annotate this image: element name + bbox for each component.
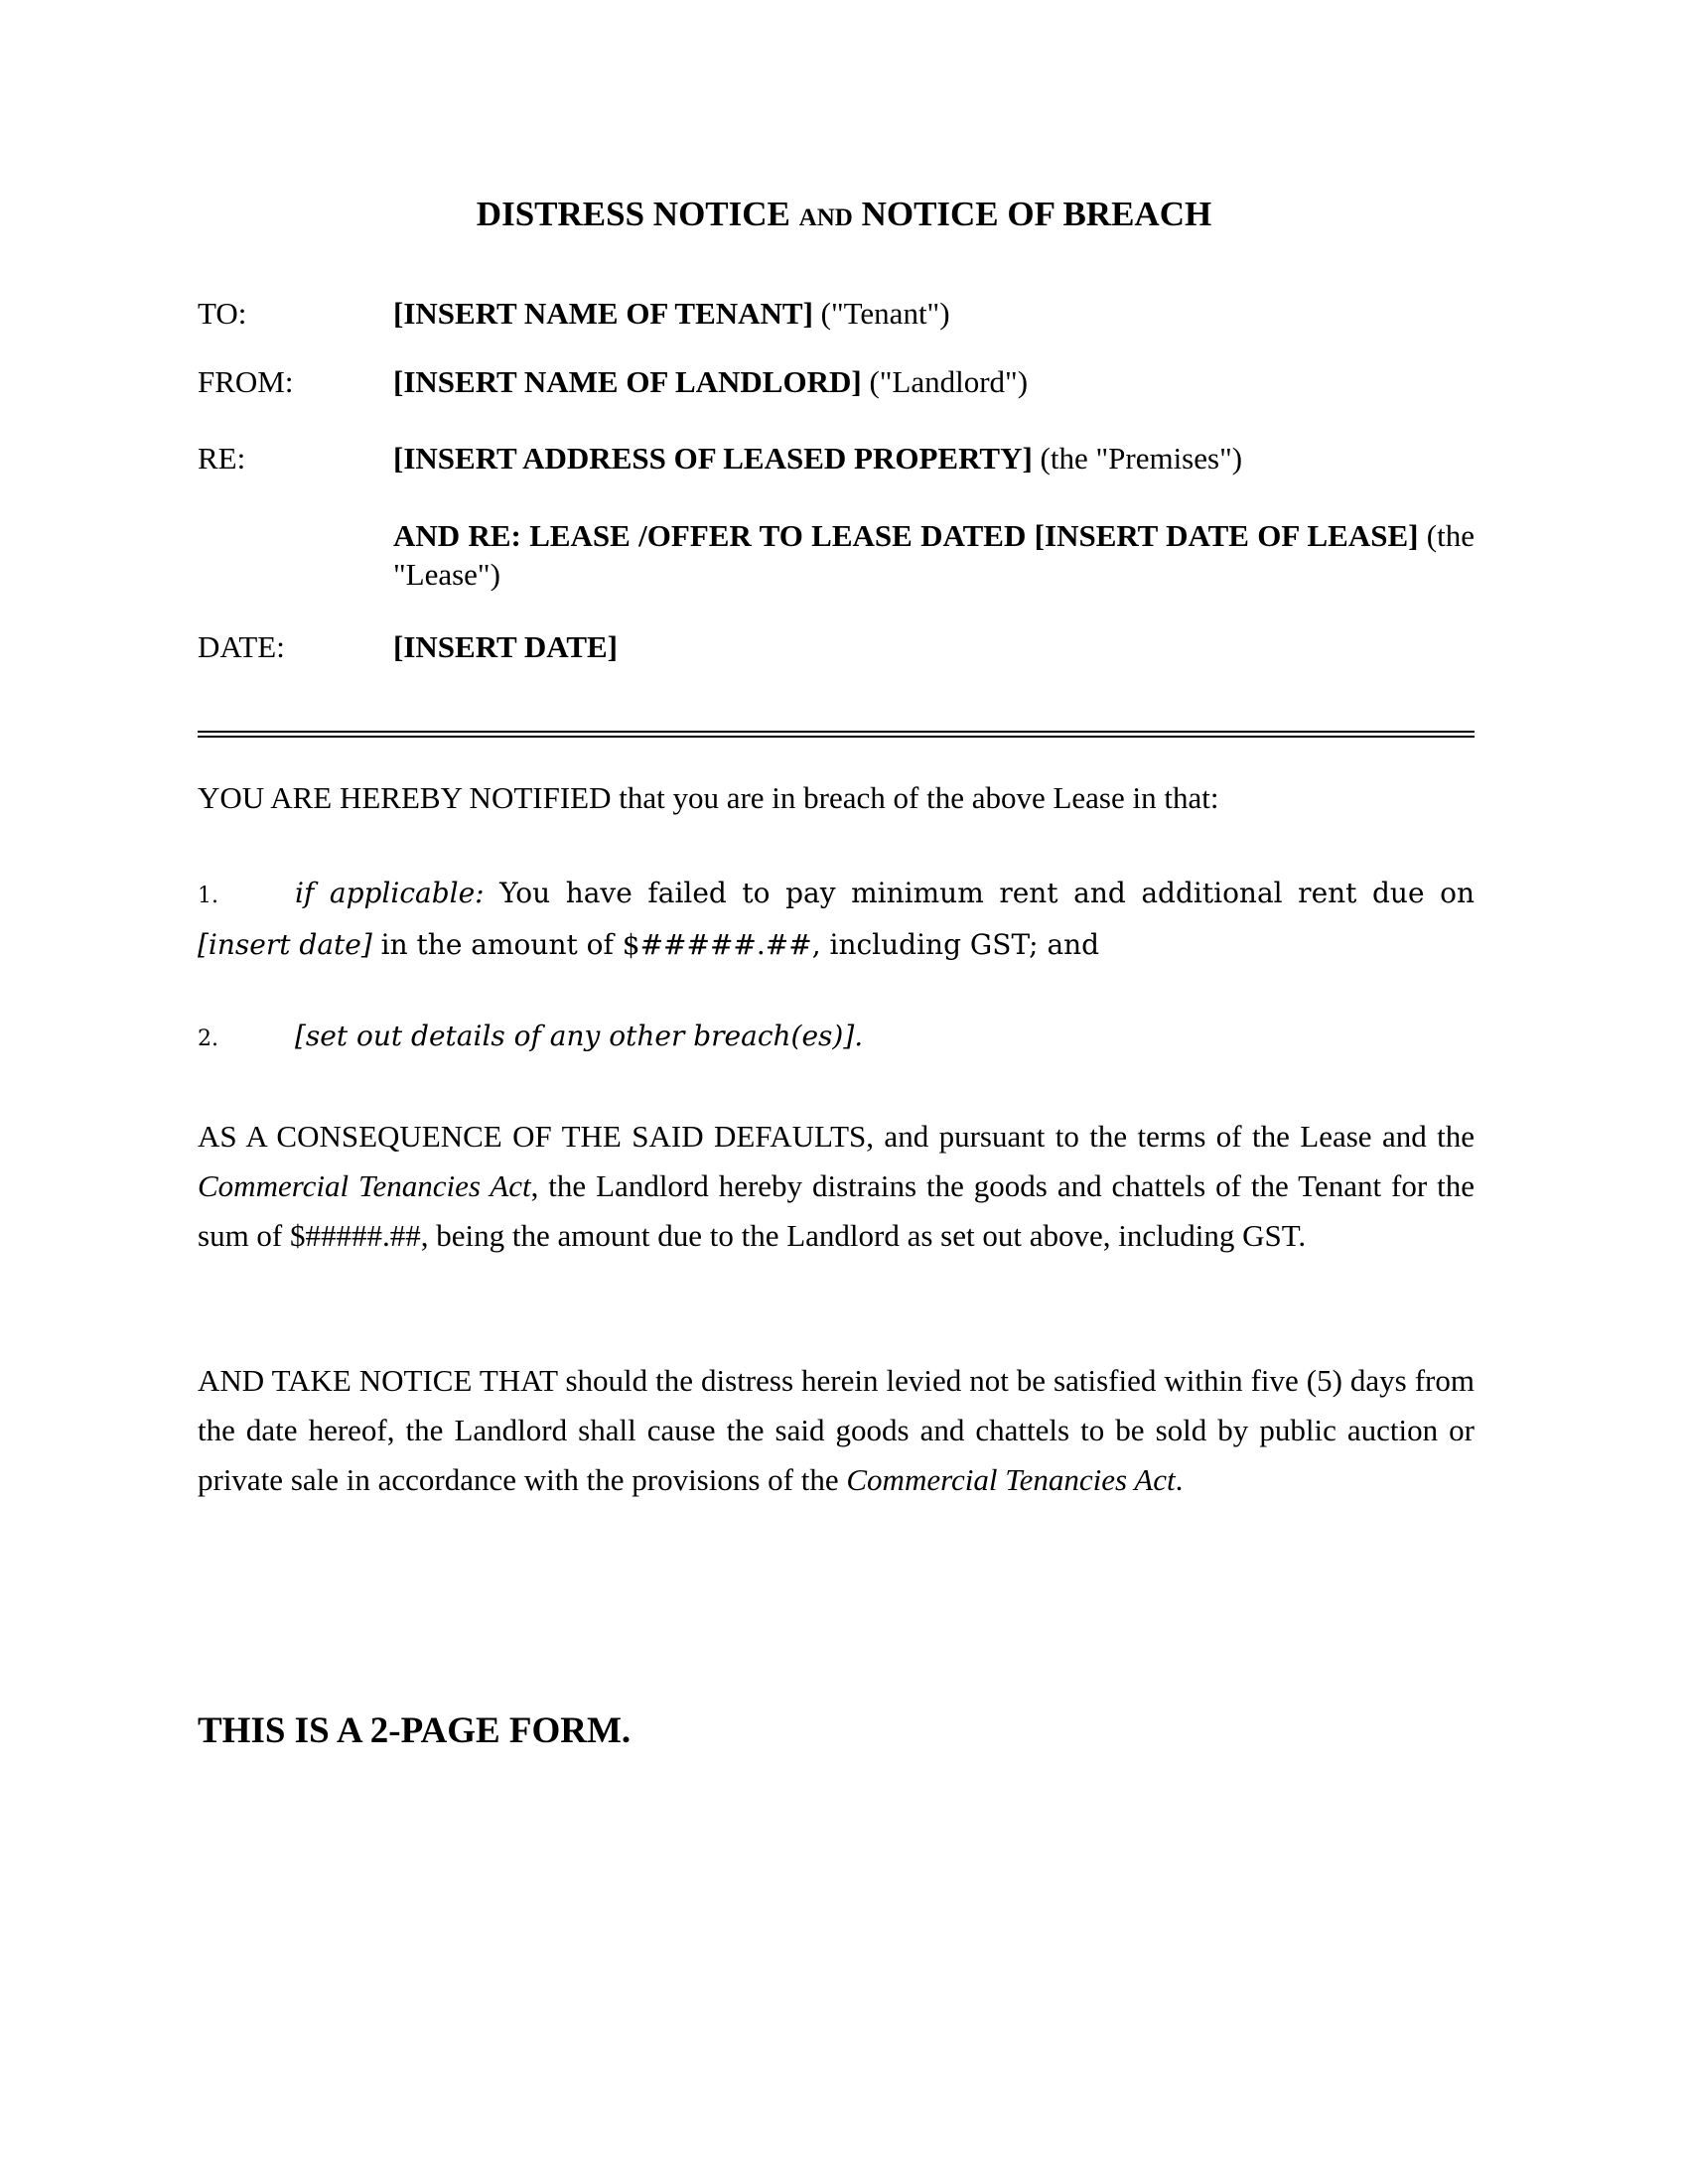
- lease-placeholder: AND RE: LEASE /OFFER TO LEASE DATED [INSERT DATE OF LEASE]: [393, 518, 1419, 553]
- paragraph-text-end: .: [1175, 1462, 1184, 1497]
- double-rule-divider: [198, 731, 1475, 738]
- title-part-2: AND: [798, 205, 853, 231]
- title-part-3: NOTICE OF BREACH: [861, 195, 1212, 233]
- tenant-placeholder: [INSERT NAME OF TENANT]: [393, 296, 813, 331]
- re-label: RE:: [198, 441, 246, 476]
- from-value: [393, 364, 1475, 400]
- breach-item-2: [198, 1012, 1475, 1063]
- landlord-defined-term: ("Landlord"): [861, 364, 1029, 399]
- date-placeholder: [INSERT DATE]: [393, 629, 619, 664]
- document-title: [0, 195, 1688, 234]
- item-text: You have failed to pay minimum rent and additional rent due on: [484, 877, 1475, 909]
- item-number: 2.: [198, 1026, 218, 1051]
- item-text-end: in the amount of $#####.##, including GST; and: [371, 928, 1100, 961]
- re-value: [393, 441, 1475, 477]
- two-page-form-notice: THIS IS A 2-PAGE FORM.: [198, 1710, 632, 1751]
- to-label: TO:: [198, 296, 247, 331]
- tenant-defined-term: ("Tenant"): [812, 296, 950, 331]
- take-notice-paragraph: [198, 1356, 1475, 1505]
- paragraph-text-end: , the Landlord hereby distrains the goods and chattels of the Tenant for the sum of $#####.##, being the amount due to the Landlord as set out above, including GST.: [198, 1168, 1475, 1253]
- item-italic-lead: [set out details of any other breach(es)].: [295, 1020, 864, 1052]
- intro-paragraph: YOU ARE HEREBY NOTIFIED that you are in breach of the above Lease in that:: [198, 780, 1219, 815]
- from-label: FROM:: [198, 364, 294, 399]
- act-name: Commercial Tenancies Act: [846, 1462, 1176, 1497]
- and-re-value: [393, 516, 1475, 594]
- distraint-paragraph: [198, 1112, 1475, 1261]
- lease-defined-term: (the "Lease"): [393, 518, 1475, 592]
- item-italic-lead: if applicable:: [295, 877, 485, 909]
- item-italic-date: [insert date]: [198, 928, 372, 961]
- premises-placeholder: [INSERT ADDRESS OF LEASED PROPERTY]: [393, 441, 1033, 476]
- act-name: Commercial Tenancies Act: [198, 1168, 531, 1203]
- item-number: 1.: [198, 884, 218, 908]
- title-part-1: DISTRESS NOTICE: [476, 195, 790, 233]
- date-label: DATE:: [198, 629, 285, 664]
- date-value: [393, 629, 1475, 665]
- paragraph-text: AS A CONSEQUENCE OF THE SAID DEFAULTS, and pursuant to the terms of the Lease and the: [198, 1119, 1475, 1154]
- paragraph-text: AND TAKE NOTICE THAT should the distress herein levied not be satisfied within five (5) days from the date hereof, the Landlord shall cause the said goods and chattels to be sold by public auction or private sale in accordance with the provisions of the: [198, 1363, 1475, 1497]
- to-value: [393, 296, 1475, 332]
- landlord-placeholder: [INSERT NAME OF LANDLORD]: [393, 364, 862, 399]
- premises-defined-term: (the "Premises"): [1032, 441, 1243, 476]
- breach-item-1: [198, 869, 1475, 969]
